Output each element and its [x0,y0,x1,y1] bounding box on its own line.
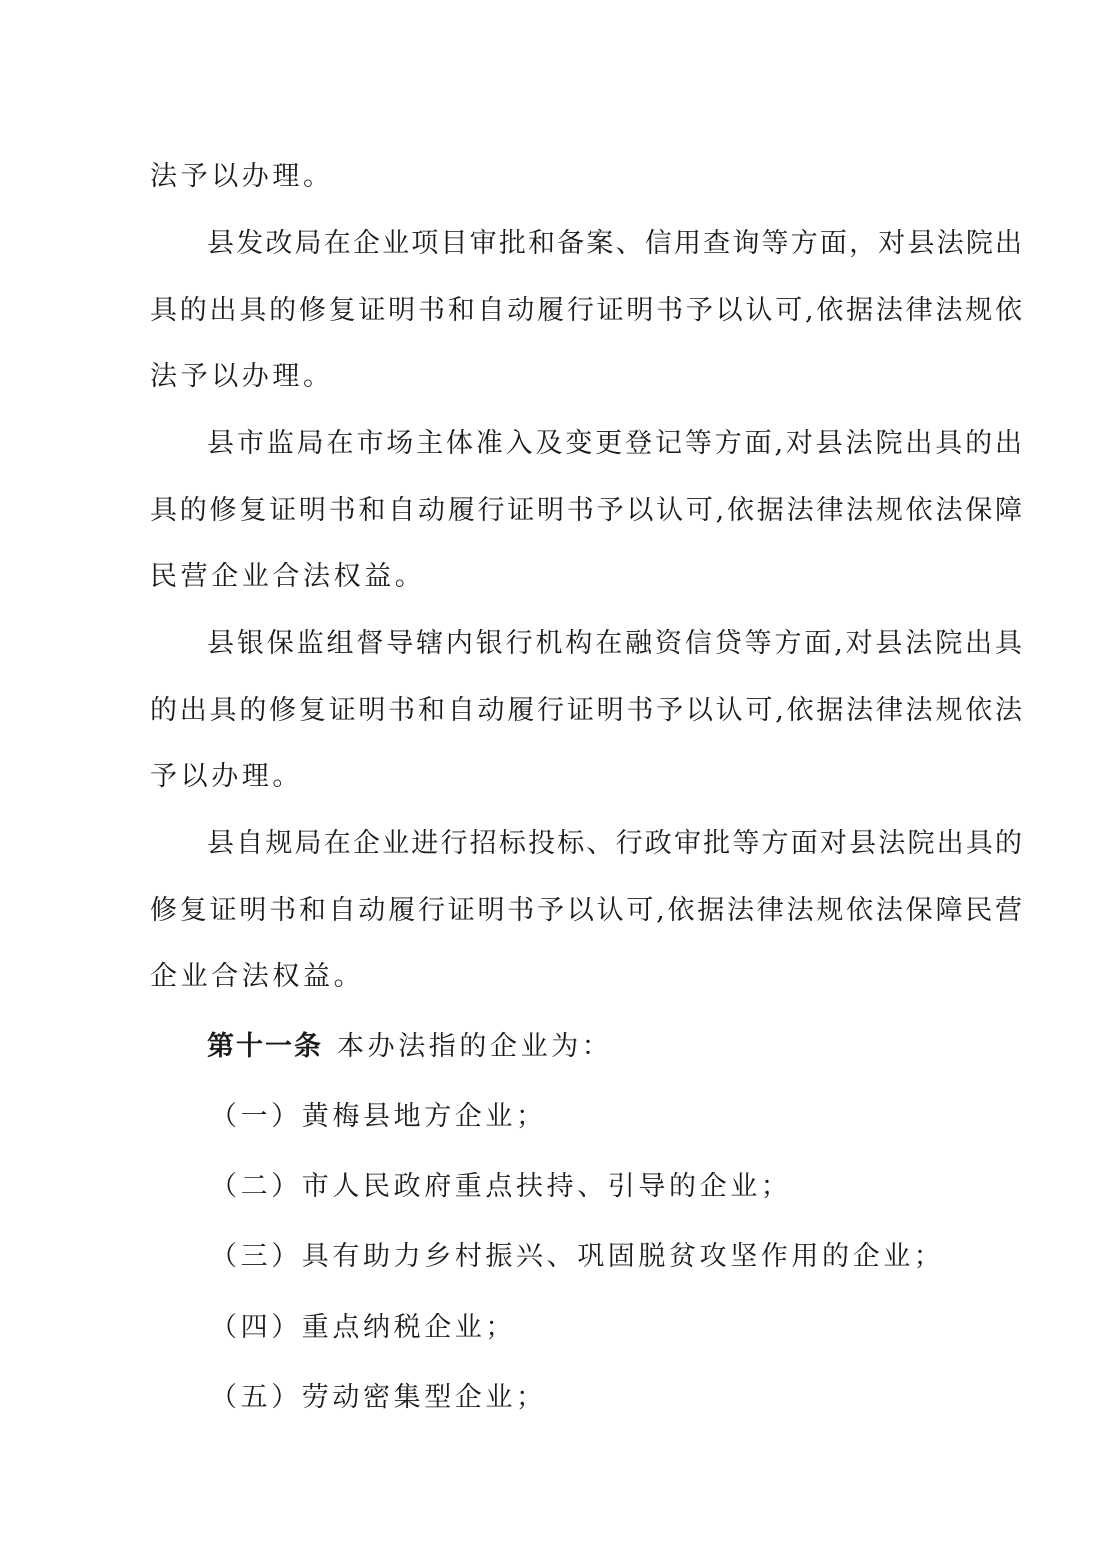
paragraph-line: 具的出具的修复证明书和自动履行证明书予以认可,依据法律法规依 [150,295,1022,326]
paragraph-line: 民营企业合法权益。 [150,561,426,592]
paragraph-line: 予以办理。 [150,761,303,792]
paragraph-line: 法予以办理。 [150,161,334,192]
paragraph-line: 法予以办理。 [150,361,334,392]
article-text: 本办法指的企业为： [337,1031,613,1062]
paragraph-line: 县发改局在企业项目审批和备案、信用查询等方面，对县法院出 [207,228,1022,259]
paragraph-line: 修复证明书和自动履行证明书予以认可,依据法律法规依法保障民营 [150,895,1022,926]
paragraph-line: 县市监局在市场主体准入及变更登记等方面,对县法院出具的出 [207,428,1022,459]
list-item: （二）市人民政府重点扶持、引导的企业； [210,1171,792,1202]
list-item: （三）具有助力乡村振兴、巩固脱贫攻坚作用的企业； [210,1241,945,1272]
list-item: （四）重点纳税企业； [210,1312,516,1343]
paragraph-line: 企业合法权益。 [150,961,365,992]
article-line [207,1027,1022,1067]
paragraph-line: 的出具的修复证明书和自动履行证明书予以认可,依据法律法规依法 [150,695,1022,726]
list-item: （一）黄梅县地方企业； [210,1101,547,1132]
paragraph-line: 具的修复证明书和自动履行证明书予以认可,依据法律法规依法保障 [150,495,1022,526]
paragraph-line: 县自规局在企业进行招标投标、行政审批等方面对县法院出具的 [207,828,1022,859]
article-heading: 第十一条 [207,1031,323,1062]
paragraph-line: 县银保监组督导辖内银行机构在融资信贷等方面,对县法院出具 [207,628,1022,659]
list-item: （五）劳动密集型企业； [210,1382,547,1413]
